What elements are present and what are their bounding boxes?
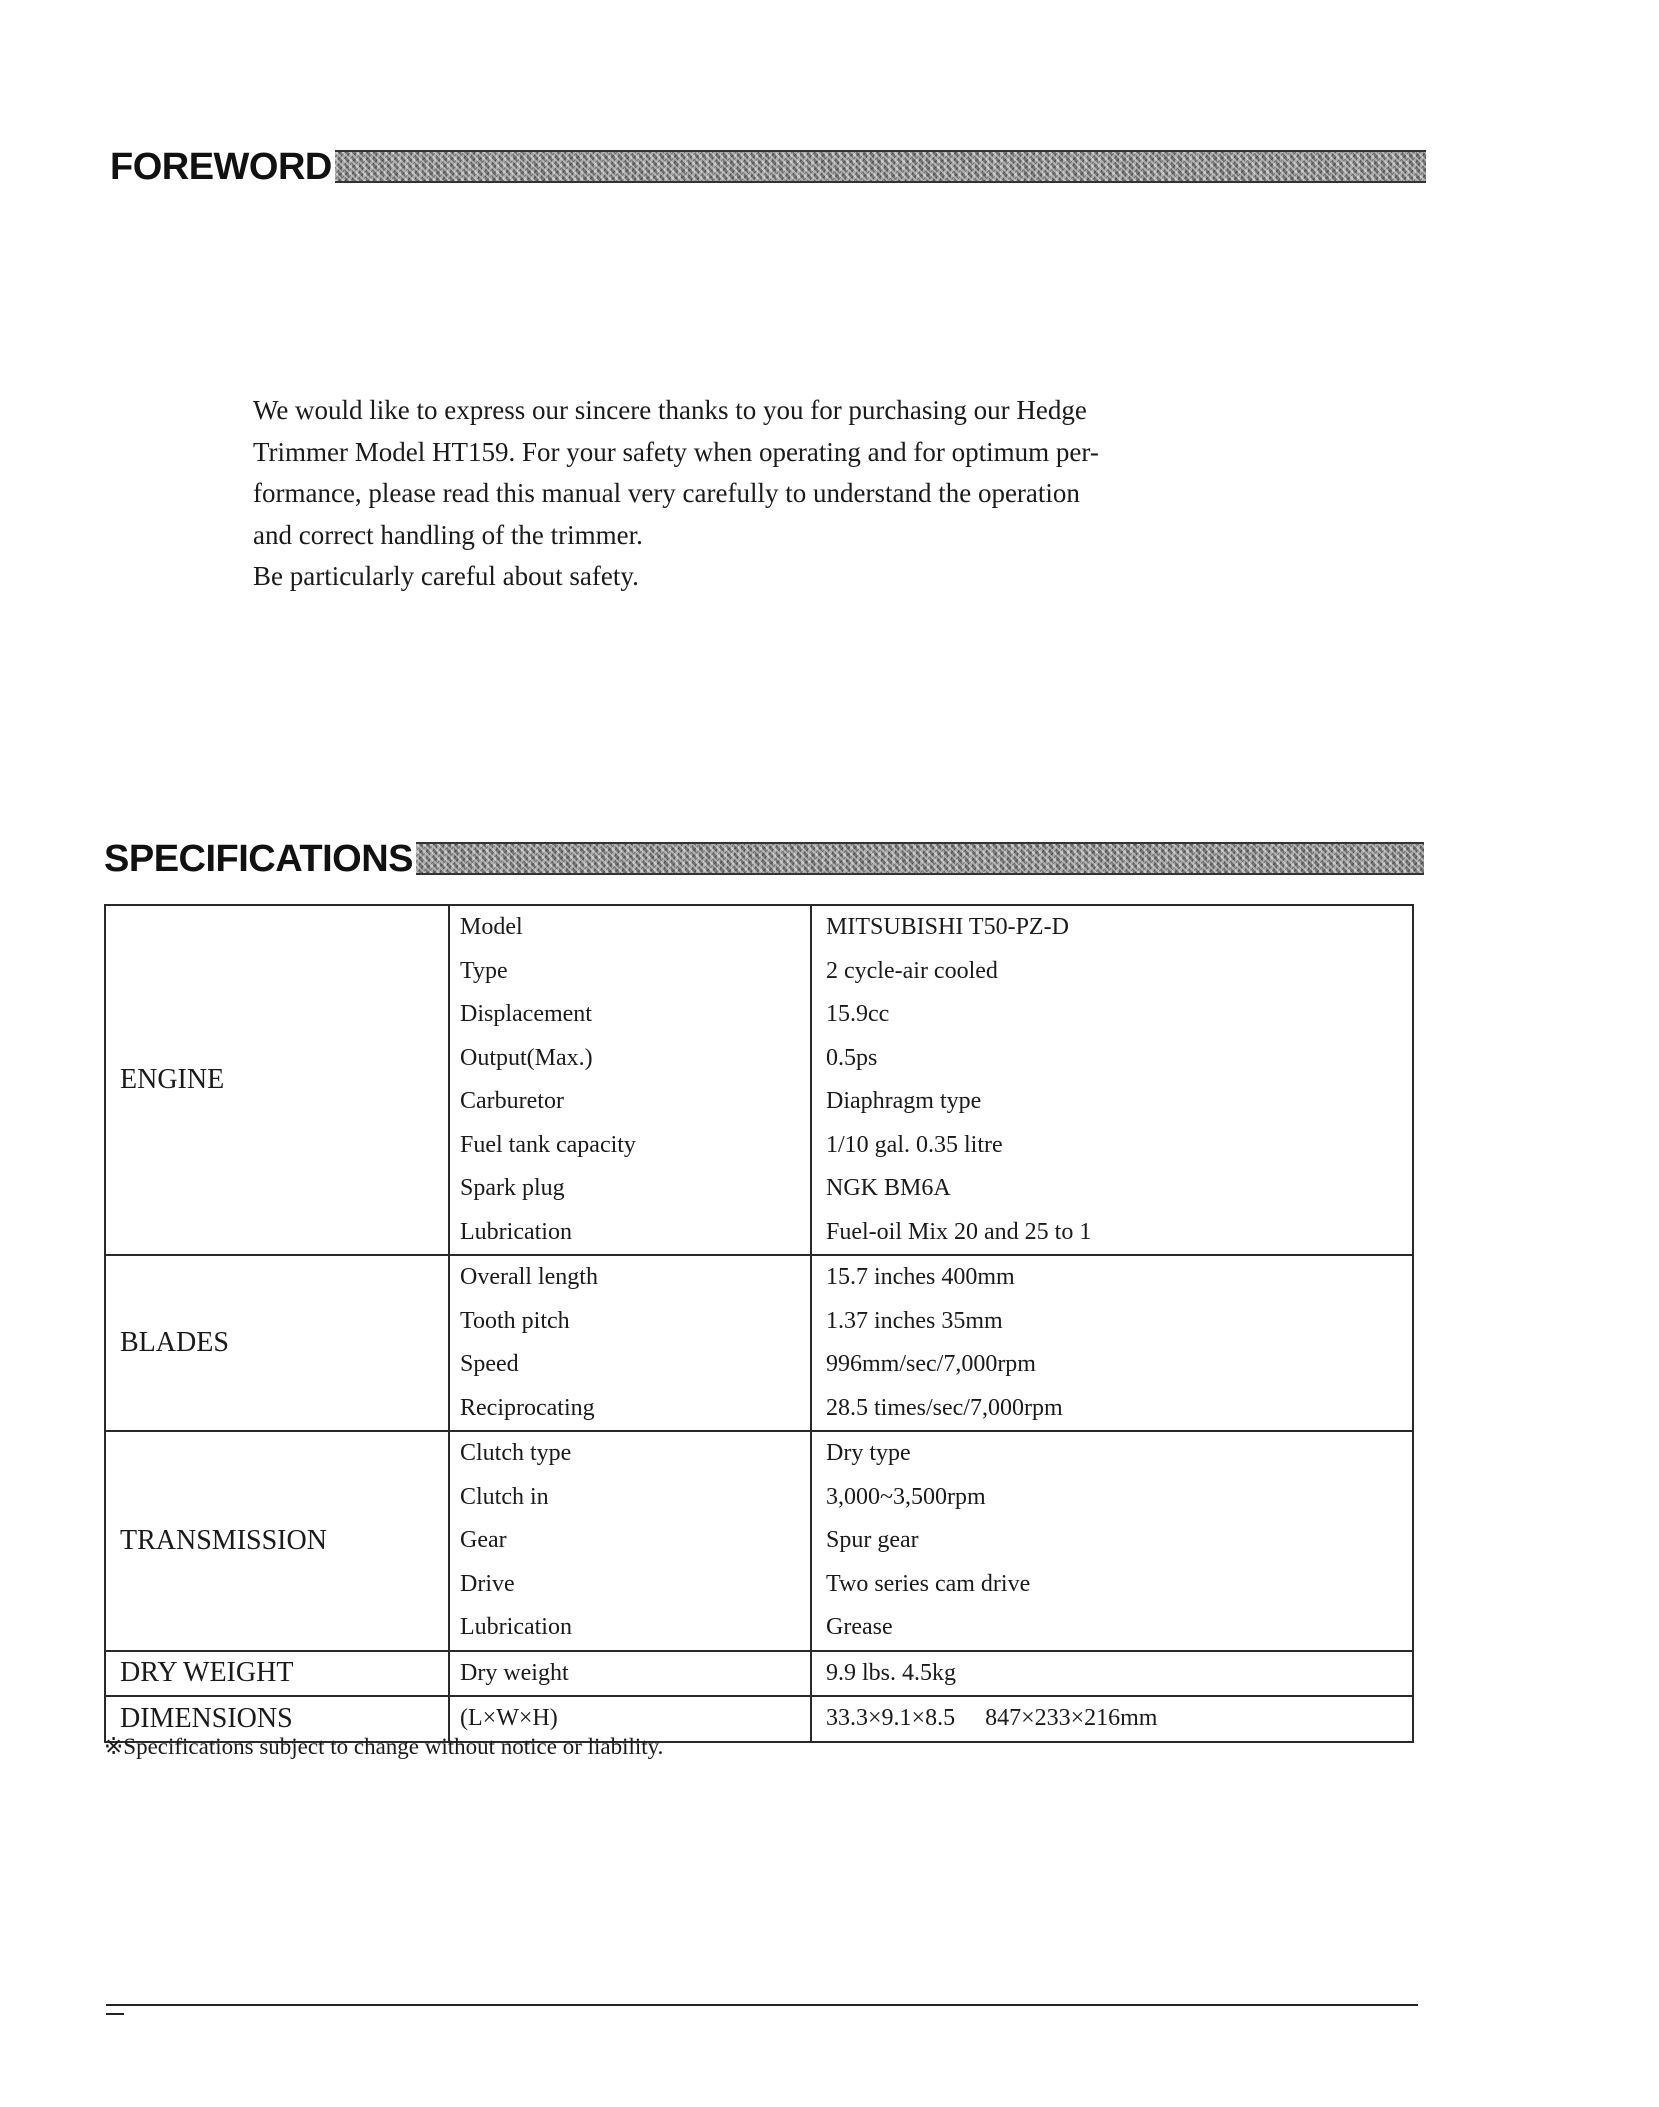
foreword-line: formance, please read this manual very carefully to understand the operation <box>253 478 1080 508</box>
foreword-line: and correct handling of the trimmer. <box>253 519 643 550</box>
footer-dash <box>106 2013 124 2015</box>
spec-item: Gear <box>460 1527 507 1553</box>
spec-item: Drive <box>460 1570 515 1597</box>
foreword-line: Trimmer Model HT159. For your safety when operating and for optimum per- <box>253 436 1099 467</box>
spec-item: Carburetor <box>460 1088 564 1114</box>
spec-group-row <box>105 1431 1413 1651</box>
spec-value: 9.9 lbs. 4.5kg <box>826 1659 957 1686</box>
spec-item: Overall length <box>460 1264 598 1290</box>
foreword-heading <box>110 148 1426 186</box>
spec-value: Fuel-oil Mix 20 and 25 to 1 <box>826 1218 1092 1245</box>
spec-value: 33.3×9.1×8.5 847×233×216mm <box>826 1705 1158 1731</box>
foreword-text <box>253 390 1278 598</box>
spec-item: Displacement <box>460 1001 592 1027</box>
spec-items-cell <box>449 1431 811 1651</box>
spec-item: Speed <box>460 1351 519 1377</box>
spec-items-cell <box>449 1651 811 1697</box>
spec-item: Type <box>460 957 508 984</box>
footer-divider <box>106 2004 1418 2006</box>
spec-value: 15.9cc <box>826 1001 890 1027</box>
spec-item: Clutch in <box>460 1483 549 1510</box>
spec-value: Grease <box>826 1614 893 1640</box>
spec-items-cell <box>449 905 811 1255</box>
spec-values-cell <box>811 1651 1413 1697</box>
spec-value: Diaphragm type <box>826 1088 982 1114</box>
specifications-footnote: ※Specifications subject to change without notice or liability. <box>104 1734 664 1759</box>
spec-item: Lubrication <box>460 1218 572 1245</box>
spec-values-cell <box>811 905 1413 1255</box>
spec-value: MITSUBISHI T50-PZ-D <box>826 914 1069 940</box>
spec-group-name: TRANSMISSION <box>105 1431 449 1651</box>
spec-value: 1/10 gal. 0.35 litre <box>826 1131 1003 1158</box>
spec-item: Model <box>460 914 523 940</box>
spec-value: 1.37 inches 35mm <box>826 1307 1003 1334</box>
spec-group-name: DIMENSIONS <box>105 1696 449 1742</box>
spec-value: Two series cam drive <box>826 1570 1031 1597</box>
foreword-line: Be particularly careful about safety. <box>253 561 639 591</box>
spec-group-row <box>105 1651 1413 1697</box>
specifications-heading <box>104 840 1424 878</box>
spec-value: NGK BM6A <box>826 1175 951 1201</box>
foreword-line: We would like to express our sincere thanks to you for purchasing our Hedge <box>253 395 1087 425</box>
spec-item: Fuel tank capacity <box>460 1131 636 1158</box>
spec-value: 3,000~3,500rpm <box>826 1483 986 1510</box>
foreword-title: FOREWORD <box>110 146 332 188</box>
spec-item: Dry weight <box>460 1659 569 1686</box>
spec-group-row <box>105 905 1413 1255</box>
foreword-heading-bar <box>335 150 1426 183</box>
spec-item: Clutch type <box>460 1440 572 1466</box>
spec-value: 15.7 inches 400mm <box>826 1264 1015 1290</box>
spec-group-name: DRY WEIGHT <box>105 1651 449 1697</box>
specifications-title: SPECIFICATIONS <box>104 838 413 880</box>
spec-value: 2 cycle-air cooled <box>826 957 998 984</box>
spec-value: 996mm/sec/7,000rpm <box>826 1351 1036 1377</box>
spec-item: (L×W×H) <box>460 1705 558 1731</box>
spec-values-cell <box>811 1255 1413 1431</box>
spec-group-row <box>105 1255 1413 1431</box>
spec-value: 28.5 times/sec/7,000rpm <box>826 1394 1063 1421</box>
spec-group-name: BLADES <box>105 1255 449 1431</box>
spec-group-name: ENGINE <box>105 905 449 1255</box>
spec-value: 0.5ps <box>826 1044 878 1071</box>
spec-item: Output(Max.) <box>460 1044 593 1071</box>
spec-items-cell <box>449 1255 811 1431</box>
spec-item: Tooth pitch <box>460 1307 570 1334</box>
specifications-heading-bar <box>416 842 1424 875</box>
spec-values-cell <box>811 1696 1413 1742</box>
specifications-table <box>104 904 1414 1743</box>
spec-item: Reciprocating <box>460 1394 595 1421</box>
spec-value: Spur gear <box>826 1527 919 1553</box>
spec-value: Dry type <box>826 1440 911 1466</box>
spec-values-cell <box>811 1431 1413 1651</box>
spec-item: Lubrication <box>460 1614 572 1640</box>
spec-item: Spark plug <box>460 1175 565 1201</box>
